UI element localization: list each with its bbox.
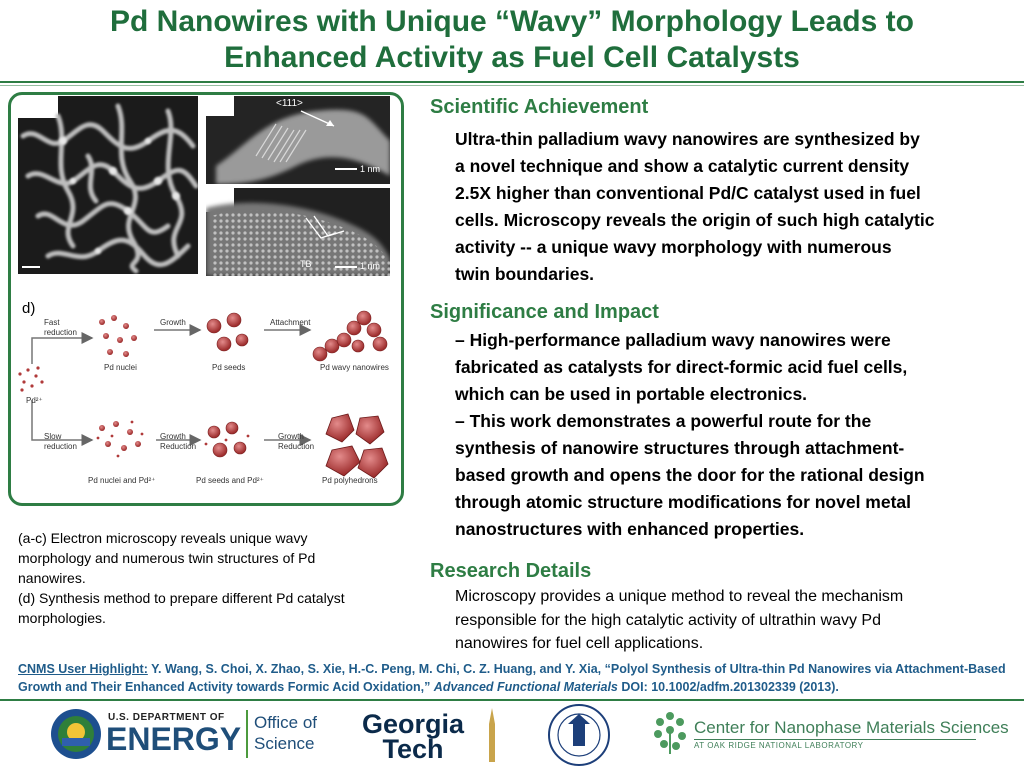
cnms-name-text: Center for Nanophase Materials Sciences bbox=[694, 718, 1009, 737]
title-line-2: Enhanced Activity as Fuel Cell Catalysts bbox=[224, 41, 800, 74]
scale-label-c: 1 nm bbox=[360, 261, 381, 271]
heading-research-details: Research Details bbox=[430, 560, 592, 582]
achievement-text: Ultra-thin palladium wavy nanowires are synthesized by a novel technique and show a catalytic current density 2.5X higher than conventional Pd/C catalyst used in fuel cells. Microscopy reveals the origin of such high catalytic activity -- a unique wavy morphology with numerous twin boundaries. bbox=[455, 129, 935, 284]
details-text: Microscopy provides a unique method to reveal the mechanism responsible for the high catalytic activity of ultrathin wavy Pd nanowires for fuel cell applications. bbox=[455, 588, 904, 652]
citation-doi: DOI: 10.1002/adfm.201302339 (2013). bbox=[617, 680, 839, 694]
citation bbox=[18, 660, 1013, 696]
cnms-plant-icon bbox=[650, 710, 690, 754]
scheme-pd-polyhedrons: Pd polyhedrons bbox=[322, 476, 378, 485]
twin-boundary-label: TB bbox=[300, 259, 312, 269]
citation-authors: Y. Wang, S. Choi, X. Zhao, S. Xie, H.-C. Peng, M. Chi, C. Z. Huang, and Y. Xia, “Polyol Synthesis of Ultra-thin Pd Nanowires via Attachment-Based Growth and Their Enhanced Activity towards Formic Acid Oxidation,” bbox=[18, 662, 1006, 694]
university-seal-logo bbox=[548, 704, 610, 766]
citation-label-link[interactable]: CNMS User Highlight: bbox=[18, 662, 148, 676]
cnms-sub-text: AT OAK RIDGE NATIONAL LABORATORY bbox=[694, 741, 864, 750]
scheme-fast-reduction: Fast reduction bbox=[44, 318, 77, 337]
doe-small-text: U.S. DEPARTMENT OF bbox=[108, 712, 225, 723]
scheme-growth: Growth bbox=[160, 318, 186, 327]
office-of-science-text: Office of Science bbox=[254, 713, 317, 753]
scale-bar-c bbox=[335, 266, 357, 268]
scheme-pd-seeds: Pd seeds bbox=[212, 363, 246, 372]
doe-energy-text: ENERGY bbox=[106, 721, 242, 757]
scheme-growth-reduction-1: Growth Reduction bbox=[160, 432, 197, 451]
title-line-1: Pd Nanowires with Unique “Wavy” Morphology Leads to bbox=[110, 5, 914, 38]
cnms-underline bbox=[694, 739, 976, 740]
doe-seal-logo bbox=[50, 708, 102, 760]
scheme-growth-reduction-2: Growth Reduction bbox=[278, 432, 315, 451]
scale-bar-b bbox=[335, 168, 357, 170]
scheme-pd-nuclei: Pd nuclei bbox=[104, 363, 137, 372]
scheme-pd-seeds-ions: Pd seeds and Pd²⁺ bbox=[196, 476, 264, 485]
lattice-direction-label: <111> bbox=[276, 98, 303, 109]
georgia-tech-logo: Georgia Tech bbox=[362, 709, 465, 764]
footer-logos bbox=[0, 700, 1024, 768]
scheme-pd-nuclei-ions: Pd nuclei and Pd²⁺ bbox=[88, 476, 156, 485]
figure-caption: (a-c) Electron microscopy reveals unique wavy morphology and numerous twin structures of Pd nanowires. (d) Synthesis method to prepare different Pd catalyst morphologies. bbox=[18, 530, 345, 626]
gt-tower-icon bbox=[484, 708, 500, 762]
doe-divider bbox=[246, 710, 248, 758]
impact-text: – High-performance palladium wavy nanowires were fabricated as catalysts for direct-formic acid fuel cells, which can be used in portable electronics. – This work demonstrates a powerful route for the synthesis of nanowire structures through attachment- based growth and opens the door for the rational design through atomic structure modifications for novel metal nanostructures with enhanced properties. bbox=[455, 330, 925, 539]
title-rule-thin bbox=[0, 85, 1024, 86]
heading-significance-impact: Significance and Impact bbox=[430, 301, 659, 323]
title-rule bbox=[0, 81, 1024, 83]
scheme-pd-wavy: Pd wavy nanowires bbox=[320, 363, 389, 372]
scheme-pd-ion: Pd²⁺ bbox=[26, 396, 43, 405]
citation-journal: Advanced Functional Materials bbox=[433, 680, 618, 694]
scale-label-b: 1 nm bbox=[360, 164, 381, 174]
scheme-attachment: Attachment bbox=[270, 318, 311, 327]
figure-label-d: d) bbox=[22, 300, 36, 317]
page-title bbox=[20, 4, 1004, 76]
micrograph-a bbox=[18, 96, 198, 274]
heading-scientific-achievement: Scientific Achievement bbox=[430, 96, 649, 118]
scheme-slow-reduction: Slow reduction bbox=[44, 432, 77, 451]
